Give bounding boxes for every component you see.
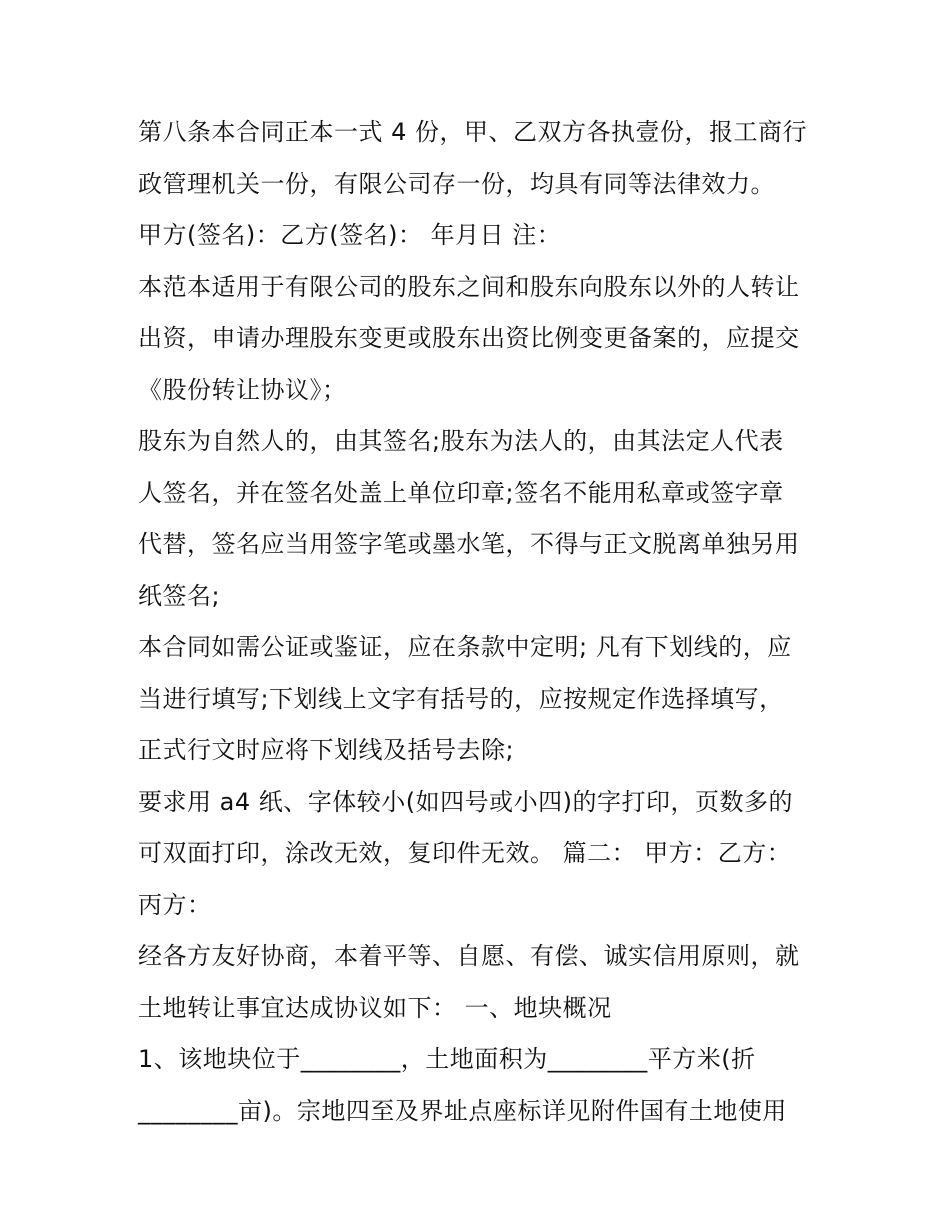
text-line: 丙方： <box>138 890 212 919</box>
text-line: 当进行填写;下划线上文字有括号的，应按规定作选择填写， <box>138 684 784 713</box>
text-line: 要求用 a4 纸、字体较小(如四号或小四)的字打印，页数多的 <box>138 787 793 816</box>
text-line: 出资，申请办理股东变更或股东出资比例变更备案的，应提交 <box>138 324 800 352</box>
text-line: 纸签名; <box>138 581 221 610</box>
text-line: 甲方(签名)：乙方(签名)： 年月日 注： <box>138 221 562 249</box>
text-line: 可双面打印，涂改无效，复印件无效。 篇二： 甲方：乙方： <box>138 839 792 867</box>
text-line: 土地转让事宜达成协议如下： 一、地块概况 <box>138 993 612 1022</box>
text-line: ________亩)。宗地四至及界址点座标详见附件国有土地使用 <box>138 1096 787 1125</box>
text-line: 政管理机关一份，有限公司存一份，均具有同等法律效力。 <box>138 169 775 198</box>
text-line: 《股份转让协议》； <box>138 375 347 404</box>
text-line: 正式行文时应将下划线及括号去除; <box>138 736 515 764</box>
text-line: 代替，签名应当用签字笔或墨水笔，不得与正文脱离单独另用 <box>138 530 800 558</box>
text-line: 股东为自然人的，由其签名;股东为法人的，由其法定人代表 <box>138 427 784 455</box>
document-body <box>138 107 838 1137</box>
text-line: 本合同如需公证或鉴证，应在条款中定明; 凡有下划线的，应 <box>138 633 792 661</box>
text-line: 经各方友好协商，本着平等、自愿、有偿、诚实信用原则，就 <box>138 942 800 970</box>
text-line: 1、该地块位于________，土地面积为________平方米(折 <box>138 1045 756 1073</box>
text-line: 人签名，并在签名处盖上单位印章;签名不能用私章或签字章 <box>138 478 784 507</box>
text-line: 第八条本合同正本一式 4 份，甲、乙双方各执壹份，报工商行 <box>138 118 808 146</box>
text-line: 本范本适用于有限公司的股东之间和股东向股东以外的人转让 <box>138 272 800 301</box>
